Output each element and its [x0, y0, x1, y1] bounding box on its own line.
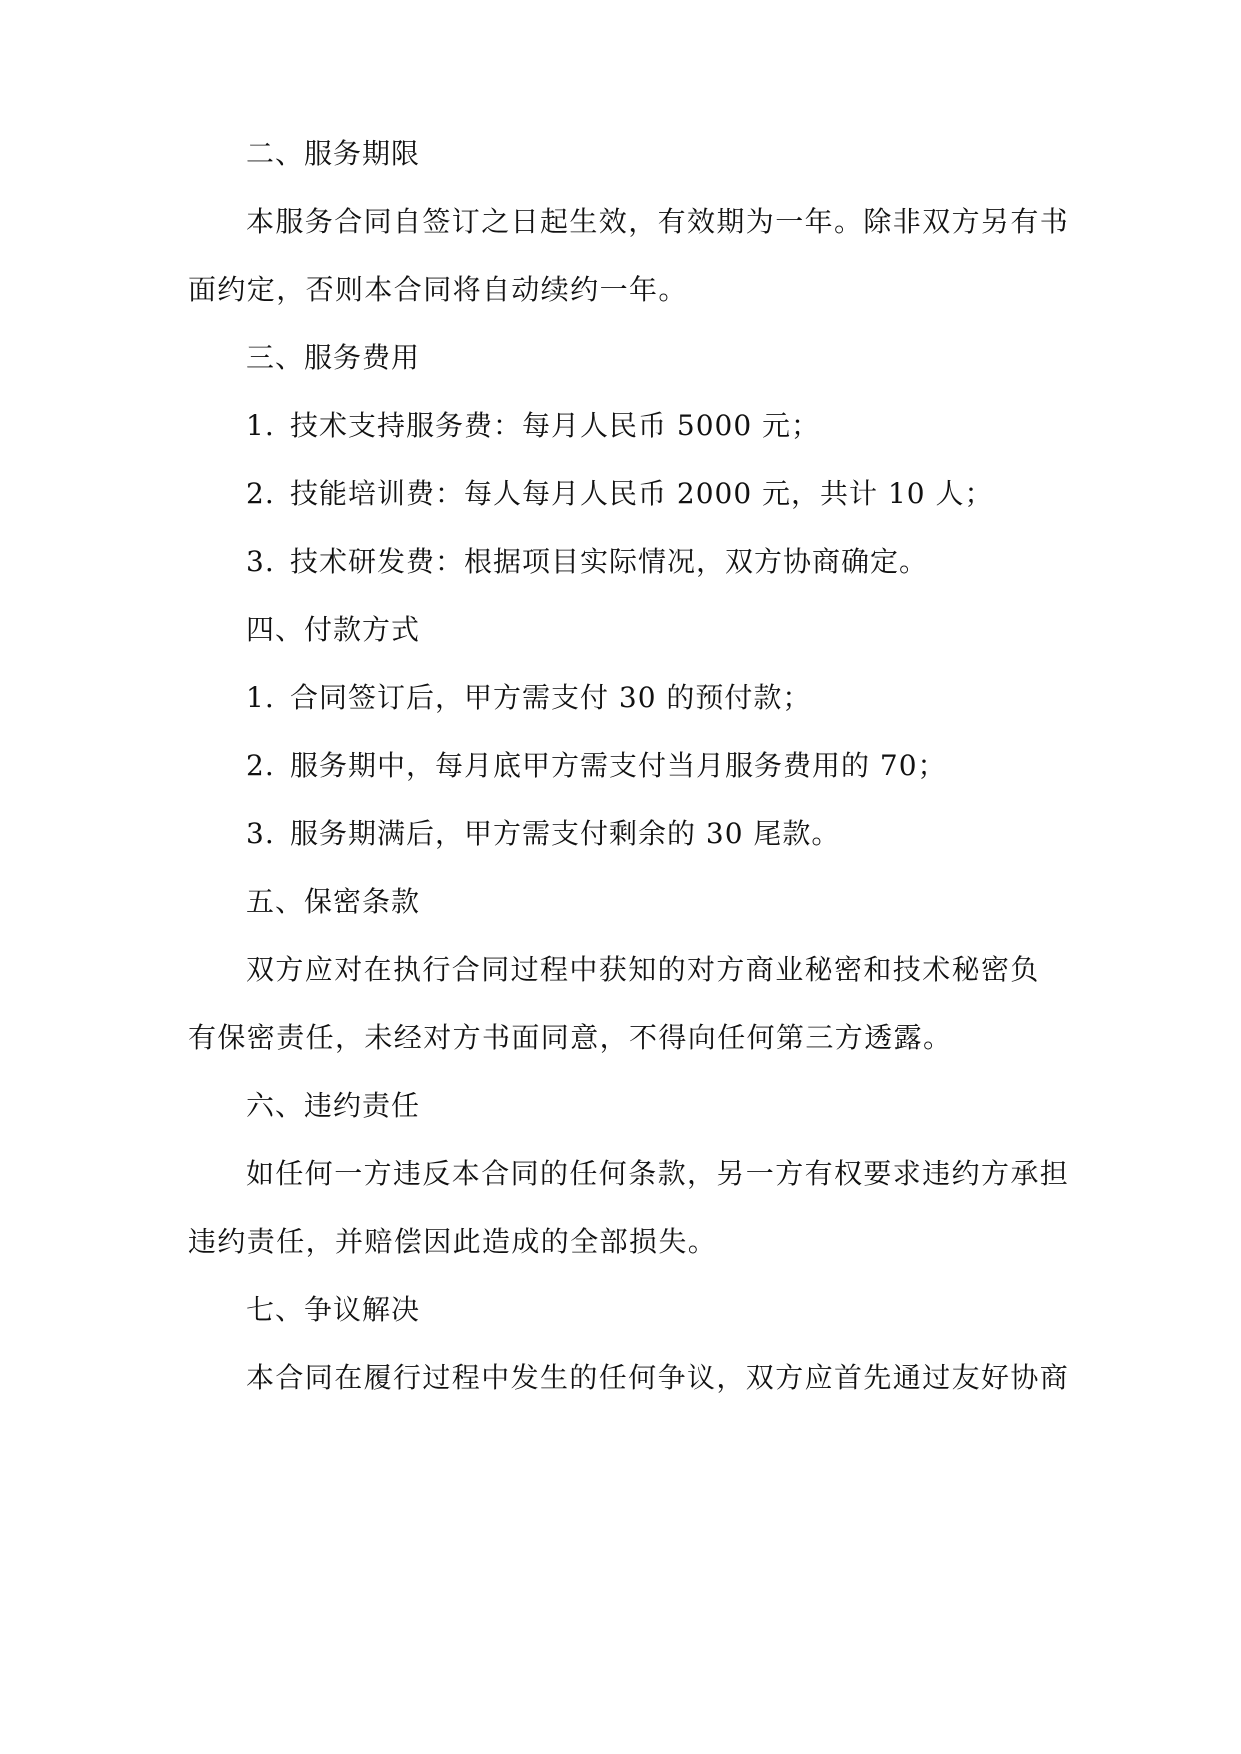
- list-item-number: 2.: [246, 477, 275, 510]
- list-item-text: 技术支持服务费：每月人民币 5000 元；: [290, 409, 821, 442]
- section-heading-payment: 四、付款方式: [246, 613, 421, 646]
- list-item-number: 3.: [246, 817, 275, 850]
- section-heading-fees: 三、服务费用: [246, 341, 421, 374]
- list-item-number: 1.: [246, 681, 275, 714]
- list-item: [246, 406, 820, 446]
- list-item-text: 服务期满后，甲方需支付剩余的 30 尾款。: [290, 817, 841, 850]
- list-item: [246, 474, 994, 514]
- list-item-text: 技术研发费：根据项目实际情况，双方协商确定。: [290, 545, 929, 578]
- section-heading-term: 二、服务期限: [246, 137, 421, 170]
- list-item: [246, 746, 947, 786]
- list-item: [246, 814, 840, 854]
- list-item-text: 技能培训费：每人每月人民币 2000 元，共计 10 人；: [290, 477, 994, 510]
- section-heading-dispute: 七、争议解决: [246, 1293, 421, 1326]
- paragraph-line: 违约责任，并赔偿因此造成的全部损失。: [188, 1225, 718, 1258]
- paragraph-line: 有保密责任，未经对方书面同意，不得向任何第三方透露。: [188, 1021, 953, 1054]
- list-item-number: 1.: [246, 409, 275, 442]
- section-heading-confidentiality: 五、保密条款: [246, 885, 421, 918]
- list-item-text: 合同签订后，甲方需支付 30 的预付款；: [290, 681, 812, 714]
- list-item: [246, 678, 811, 718]
- paragraph-line: 面约定，否则本合同将自动续约一年。: [188, 273, 688, 306]
- list-item: [246, 542, 928, 582]
- paragraph-line: 双方应对在执行合同过程中获知的对方商业秘密和技术秘密负: [246, 953, 1040, 986]
- paragraph-line: 如任何一方违反本合同的任何条款，另一方有权要求违约方承担: [246, 1157, 1070, 1190]
- section-heading-liability: 六、违约责任: [246, 1089, 421, 1122]
- list-item-text: 服务期中，每月底甲方需支付当月服务费用的 70；: [290, 749, 947, 782]
- list-item-number: 2.: [246, 749, 275, 782]
- paragraph-line: 本合同在履行过程中发生的任何争议，双方应首先通过友好协商: [246, 1361, 1070, 1394]
- list-item-number: 3.: [246, 545, 275, 578]
- paragraph-line: 本服务合同自签订之日起生效，有效期为一年。除非双方另有书: [246, 205, 1070, 238]
